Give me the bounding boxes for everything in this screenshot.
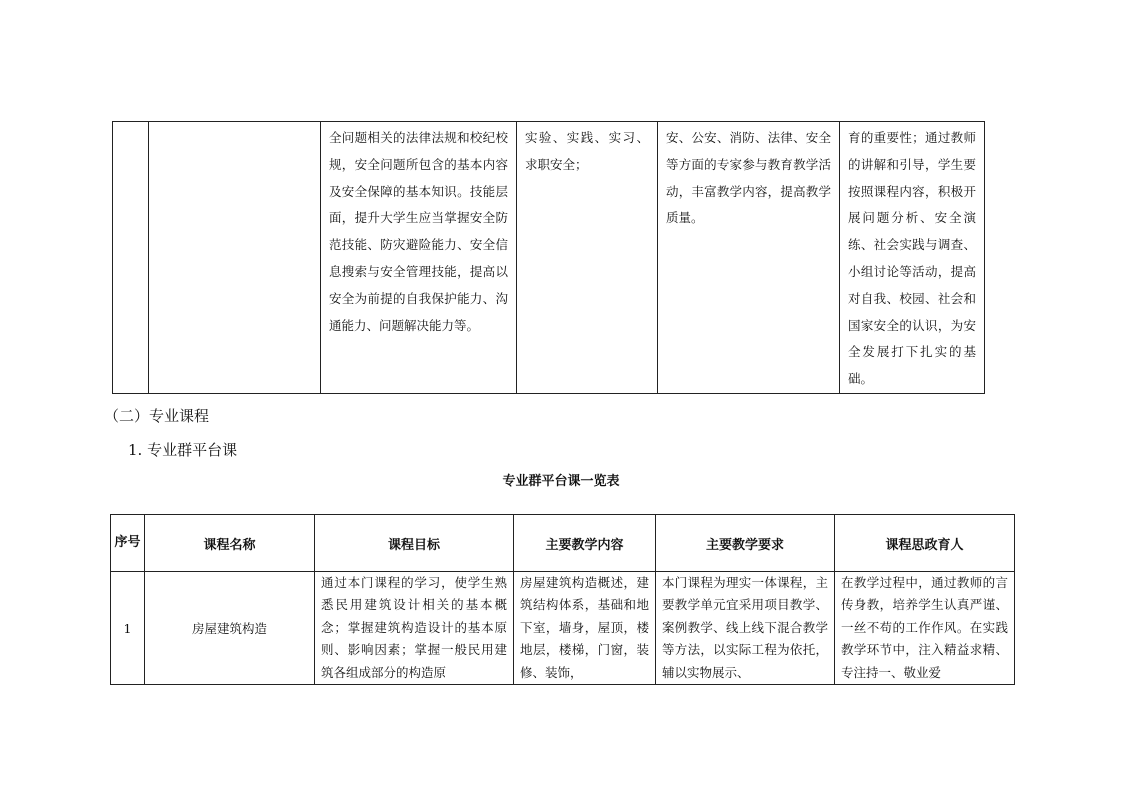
cell-requirement: 本门课程为理实一体课程，主要教学单元宜采用项目教学、案例教学、线上线下混合教学等方法，以实际工程为依托，辅以实物展示、 — [656, 572, 835, 685]
header-ideology: 课程思政育人 — [835, 515, 1015, 572]
header-objective: 课程目标 — [315, 515, 514, 572]
table-header-row — [111, 515, 1015, 572]
sub-heading: 1. 专业群平台课 — [128, 441, 238, 459]
course-table — [110, 514, 1015, 685]
header-seq — [111, 515, 145, 572]
table-row — [113, 122, 985, 394]
header-seq-label: 序号 — [114, 535, 141, 550]
table-caption: 专业群平台课一览表 — [502, 474, 620, 489]
continued-table — [112, 121, 985, 394]
table-cell-ideology: 育的重要性；通过教师的讲解和引导，学生要按照课程内容，积极开展问题分析、安全演练、社会实践与调查、小组讨论等活动，提高对自我、校园、社会和国家安全的认识，为安全发展打下扎实的基础。 — [840, 122, 985, 394]
table-cell-seq — [113, 122, 149, 394]
section-heading: （二）专业课程 — [104, 407, 210, 425]
table-row — [111, 572, 1015, 685]
cell-ideology: 在教学过程中，通过教师的言传身教，培养学生认真严谨、一丝不苟的工作作风。在实践教学环节中，注入精益求精、专注持一、敬业爱 — [835, 572, 1015, 685]
table-cell-name — [149, 122, 321, 394]
table-cell-requirement: 安、公安、消防、法律、安全等方面的专家参与教育教学活动，丰富教学内容，提高教学质量。 — [658, 122, 840, 394]
header-requirement: 主要教学要求 — [656, 515, 835, 572]
header-content: 主要教学内容 — [514, 515, 656, 572]
cell-objective: 通过本门课程的学习，使学生熟悉民用建筑设计相关的基本概念；掌握建筑构造设计的基本原则、影响因素；掌握一般民用建筑各组成部分的构造原 — [315, 572, 514, 685]
header-name: 课程名称 — [145, 515, 315, 572]
table-cell-objective: 全问题相关的法律法规和校纪校规，安全问题所包含的基本内容及安全保障的基本知识。技能层面，提升大学生应当掌握安全防范技能、防灾避险能力、安全信息搜索与安全管理技能，提高以安全为前提的自我保护能力、沟通能力、问题解决能力等。 — [321, 122, 517, 394]
cell-course-name: 房屋建筑构造 — [145, 572, 315, 685]
cell-content: 房屋建筑构造概述，建筑结构体系，基础和地下室，墙身，屋顶，楼地层，楼梯，门窗，装修、装饰， — [514, 572, 656, 685]
cell-seq: 1 — [111, 572, 145, 685]
table-cell-content: 实验、实践、实习、求职安全； — [517, 122, 658, 394]
